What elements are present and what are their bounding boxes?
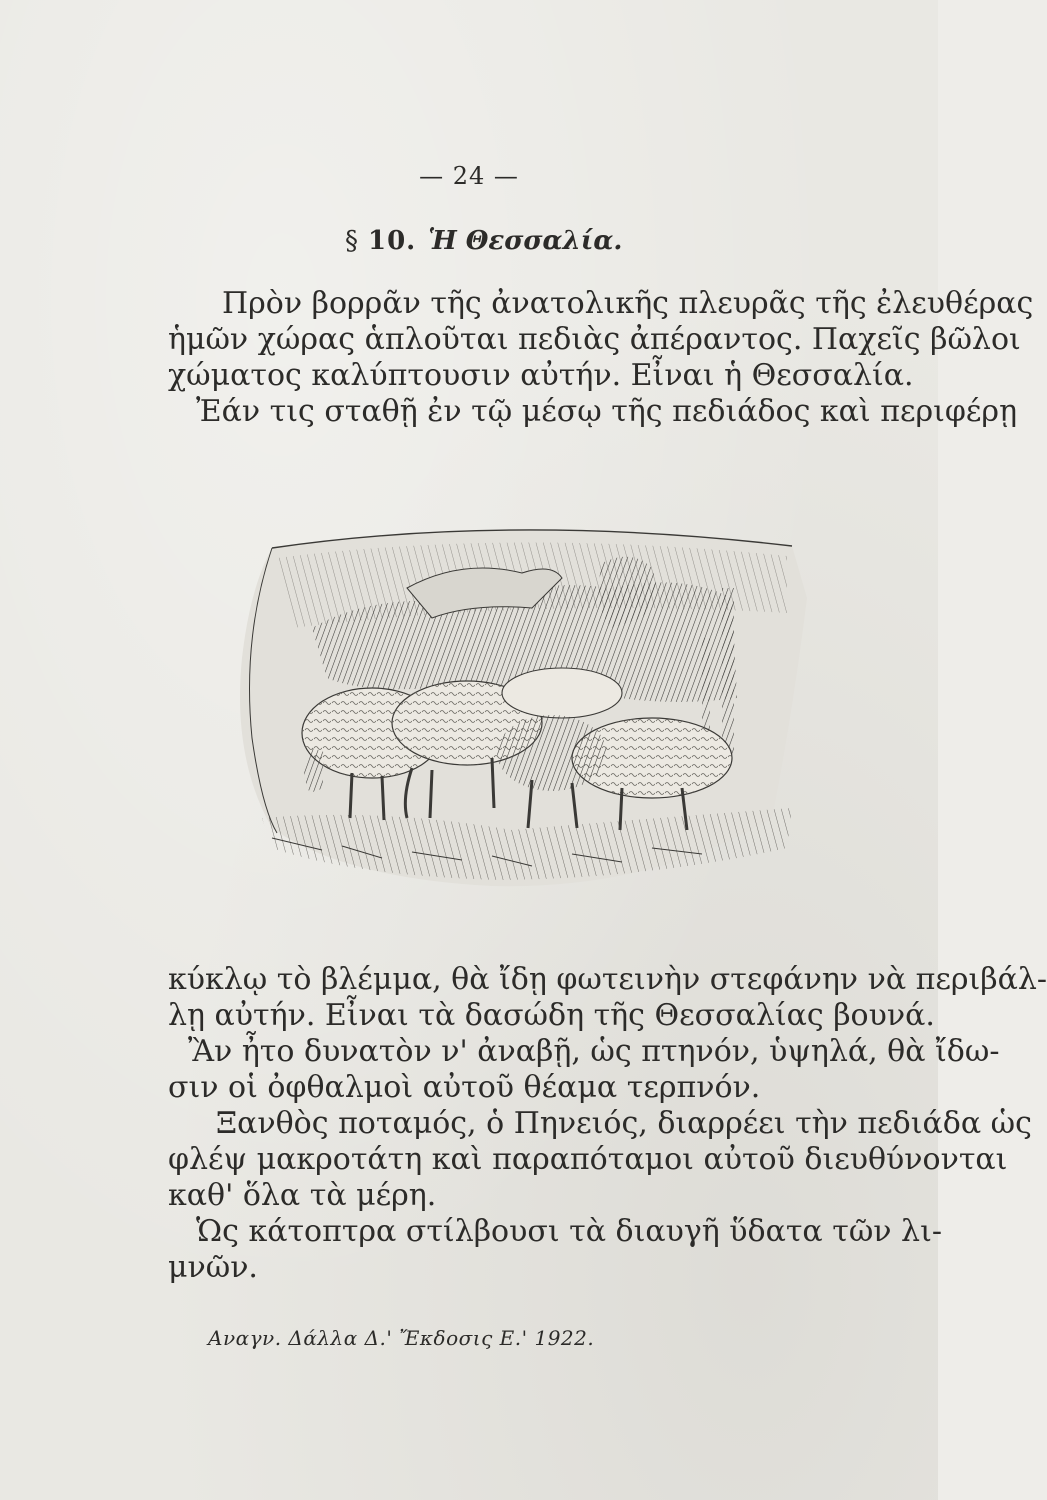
section-number: 10. — [368, 226, 417, 256]
text-line: μνῶν. — [168, 1250, 258, 1285]
section-heading — [345, 226, 622, 256]
text-line: Ἂν ἦτο δυνατὸν ν' ἀναβῇ, ὡς πτηνόν, ὑψηλά, θὰ ἴδω- — [188, 1034, 1000, 1069]
text-line: χώματος καλύπτουσιν αὐτήν. Εἶναι ἡ Θεσσαλία. — [168, 358, 914, 393]
text-line: ἡμῶν χώρας ἁπλοῦται πεδιὰς ἀπέραντος. Παχεῖς βῶλοι — [168, 322, 1021, 357]
text-line: λῃ αὐτήν. Εἶναι τὰ δασώδη τῆς Θεσσαλίας βουνά. — [168, 998, 935, 1033]
text-line: σιν οἱ ὀφθαλμοὶ αὐτοῦ θέαμα τερπνόν. — [168, 1070, 761, 1105]
text-line: κύκλῳ τὸ βλέμμα, θὰ ἴδῃ φωτεινὴν στεφάνην νὰ περιβάλ- — [168, 962, 1047, 997]
source-citation: Αναγν. Δάλλα Δ.' Ἔκδοσις Ε.' 1922. — [208, 1326, 595, 1350]
section-title: Ἡ Θεσσαλία. — [428, 226, 623, 256]
text-line: Ξανθὸς ποταμός, ὁ Πηνειός, διαρρέει τὴν πεδιάδα ὡς — [216, 1106, 1032, 1141]
page-number: — 24 — — [419, 162, 519, 190]
text-line: φλέψ μακροτάτη καὶ παραπόταμοι αὐτοῦ διευθύνονται — [168, 1142, 1008, 1177]
text-line: Ὡς κάτοπτρα στίλβουσι τὰ διαυγῆ ὕδατα τῶν λι- — [196, 1214, 942, 1249]
paragraph-top — [168, 286, 1034, 430]
section-mark: § — [345, 226, 358, 256]
sheep-and-cattle-engraving — [232, 518, 807, 896]
text-line: καθ' ὅλα τὰ μέρη. — [168, 1178, 437, 1213]
text-line: Ἐάν τις σταθῇ ἐν τῷ μέσῳ τῆς πεδιάδος καὶ περιφέρῃ — [196, 394, 1018, 429]
text-line: Πρὸν βορρᾶν τῆς ἀνατολικῆς πλευρᾶς τῆς ἐλευθέρας — [222, 286, 1034, 321]
paragraph-bottom — [168, 962, 1047, 1286]
